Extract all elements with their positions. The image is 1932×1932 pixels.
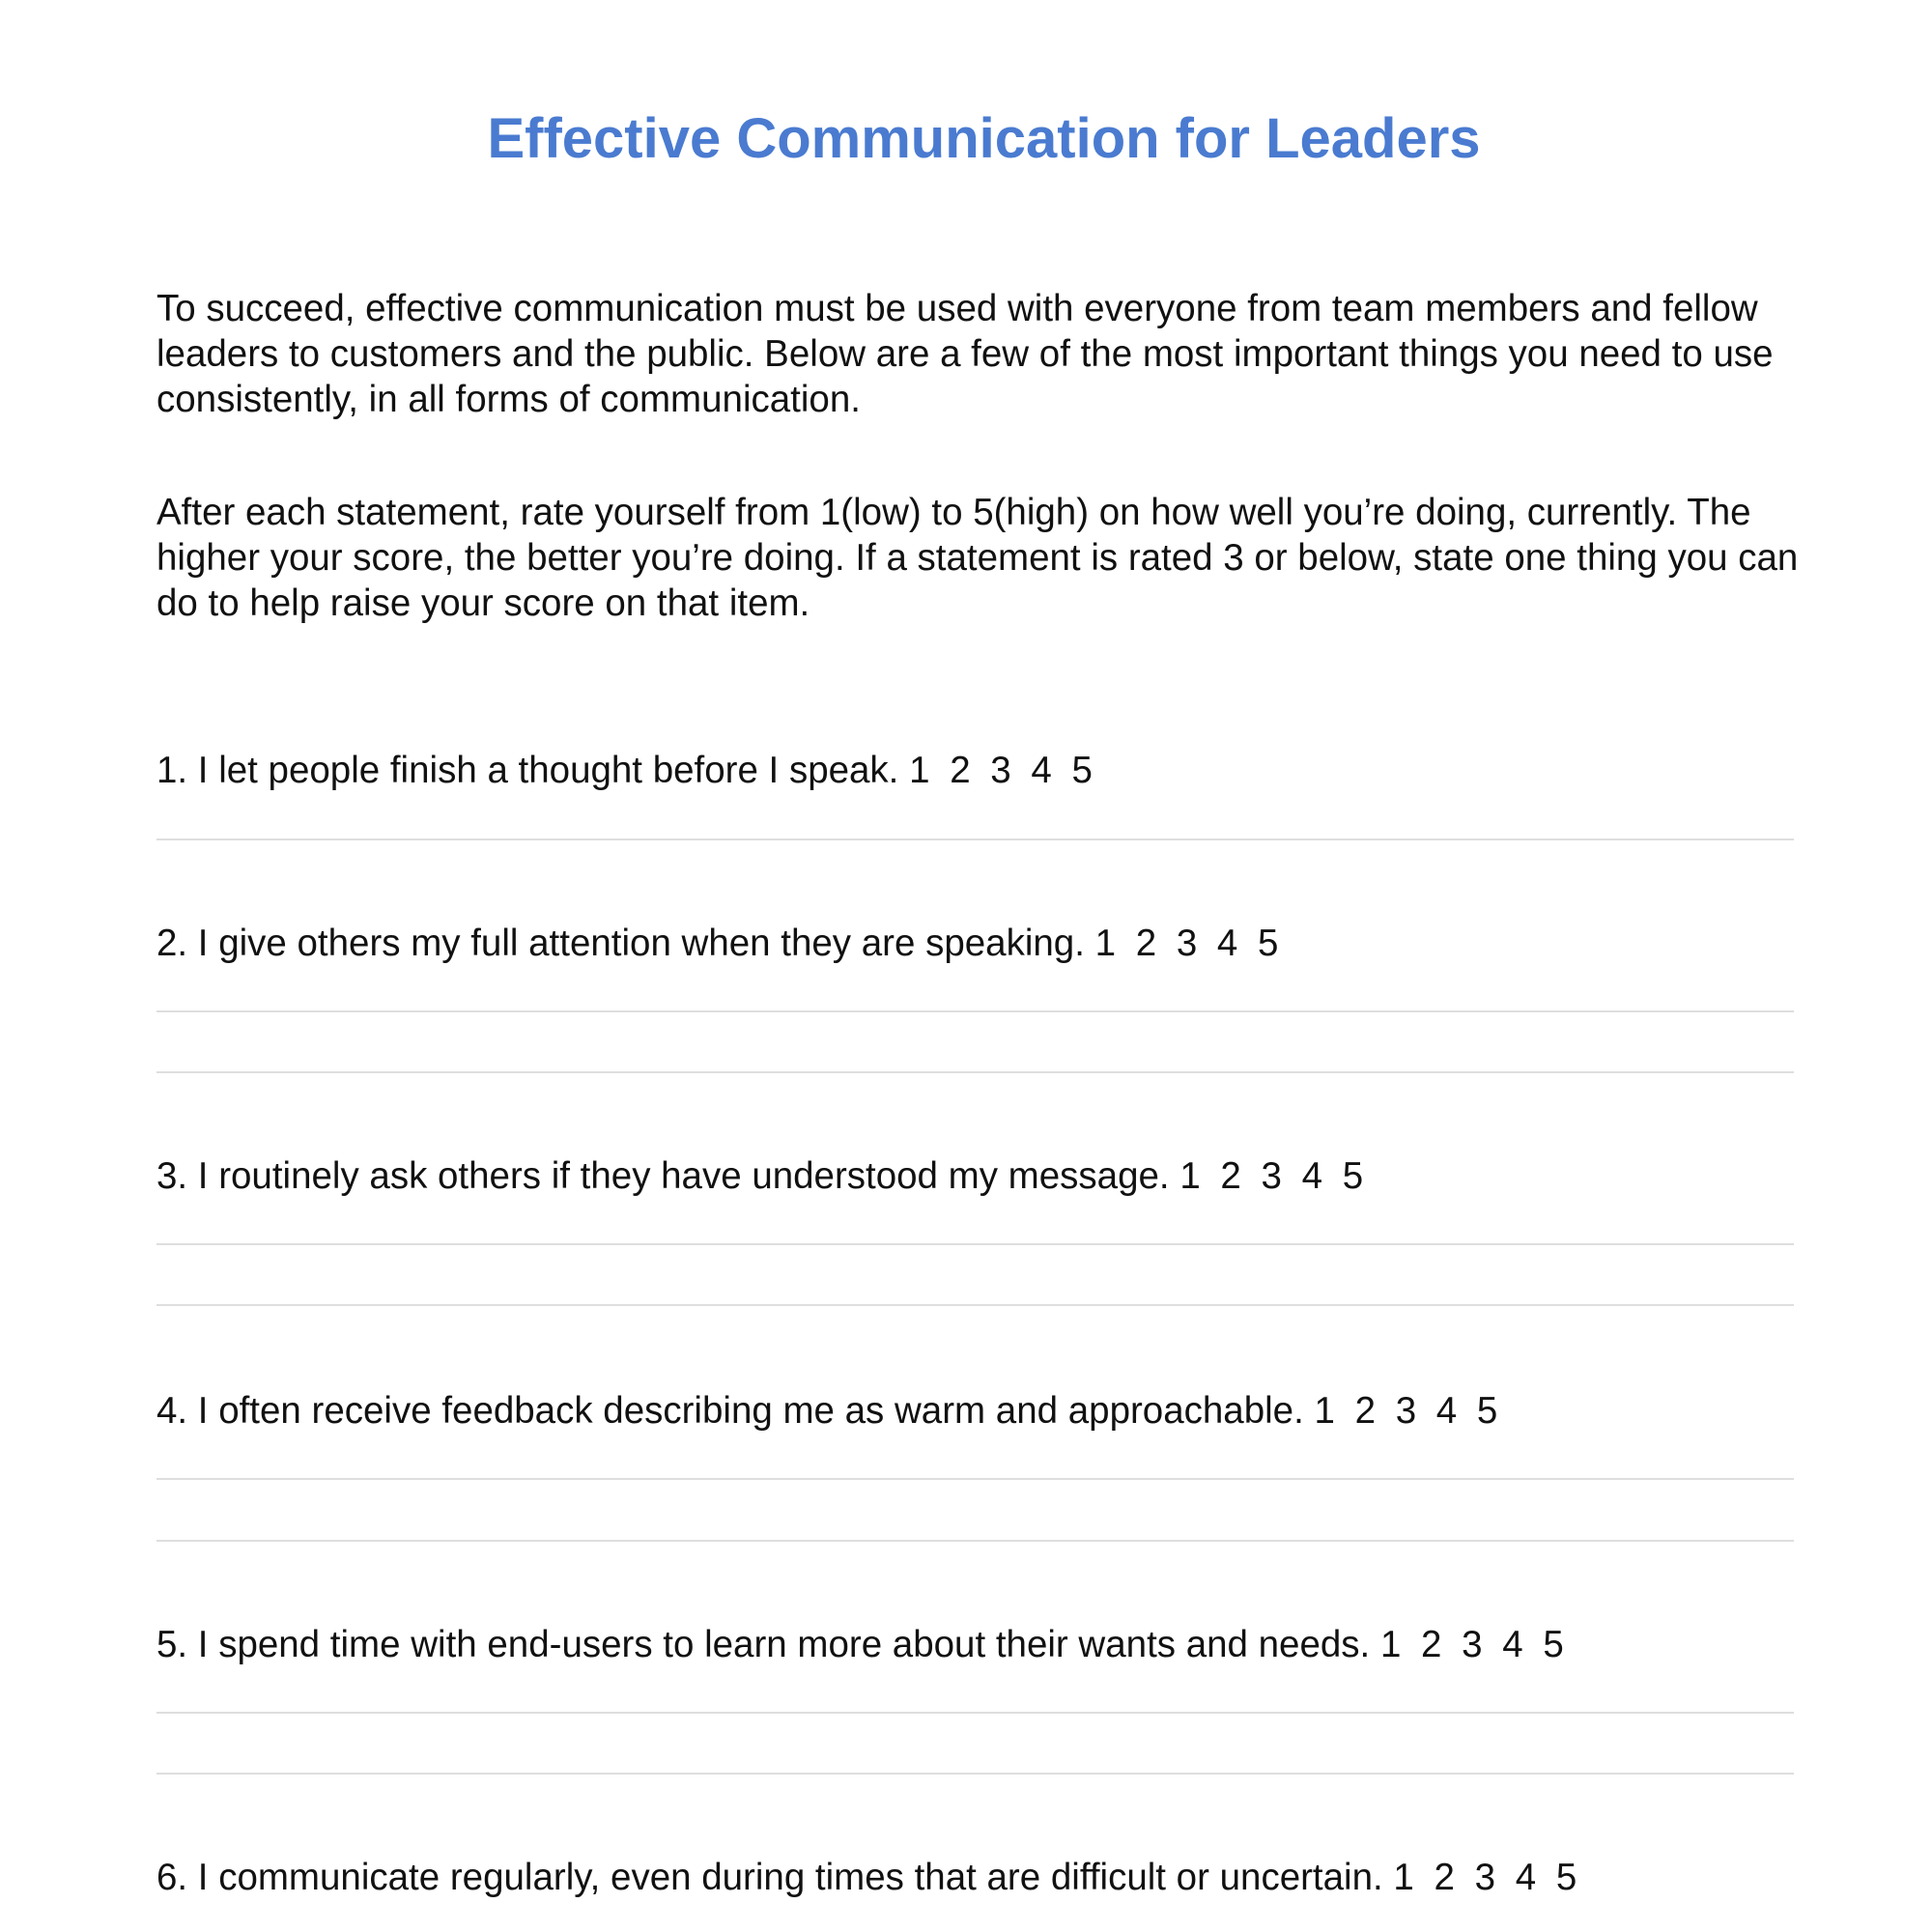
page-title: Effective Communication for Leaders (487, 107, 1481, 170)
statement-2-answer-line-1[interactable] (156, 1010, 1794, 1012)
statement-6-rating-scale: 1 2 3 4 5 (1393, 1857, 1577, 1898)
statement-4-text: 4. I often receive feedback describing me as warm and approachable. (156, 1390, 1304, 1432)
statement-3-text: 3. I routinely ask others if they have understood my message. (156, 1155, 1170, 1197)
intro-paragraph: To succeed, effective communication must be used with everyone from team members and fellow leaders to customers and the public. Below are a few of the most important things you need to use consistently, in all forms of communication. (156, 288, 1774, 420)
statement-6-text: 6. I communicate regularly, even during times that are difficult or uncertain. (156, 1857, 1383, 1898)
statement-5-rating-scale: 1 2 3 4 5 (1379, 1624, 1564, 1665)
statement-2 (156, 922, 1278, 966)
statement-2-rating-scale: 1 2 3 4 5 (1094, 923, 1279, 964)
statement-1-rating-scale: 1 2 3 4 5 (909, 750, 1093, 791)
instructions-paragraph: After each statement, rate yourself from 1(low) to 5(high) on how well you’re doing, currently. The higher your score, the better you’re doing. If a statement is rated 3 or below, state one thing you can do to help raise your score on that item. (156, 492, 1799, 624)
statement-5 (156, 1623, 1564, 1667)
statement-5-text: 5. I spend time with end-users to learn more about their wants and needs. (156, 1624, 1371, 1665)
statement-3-answer-line-1[interactable] (156, 1243, 1794, 1245)
statement-1-text: 1. I let people finish a thought before I speak. (156, 750, 899, 791)
statement-5-answer-line-2[interactable] (156, 1773, 1794, 1775)
statement-4-rating-scale: 1 2 3 4 5 (1314, 1390, 1498, 1432)
statement-1-answer-line-1[interactable] (156, 838, 1794, 840)
statement-4-answer-line-1[interactable] (156, 1478, 1794, 1480)
statement-2-answer-line-2[interactable] (156, 1071, 1794, 1073)
statement-3 (156, 1154, 1363, 1199)
statement-4-answer-line-2[interactable] (156, 1540, 1794, 1542)
statement-5-answer-line-1[interactable] (156, 1712, 1794, 1714)
statement-6 (156, 1856, 1577, 1900)
statement-3-rating-scale: 1 2 3 4 5 (1179, 1155, 1364, 1197)
statement-1 (156, 749, 1093, 793)
statement-3-answer-line-2[interactable] (156, 1304, 1794, 1306)
statement-4 (156, 1389, 1497, 1434)
statement-2-text: 2. I give others my full attention when they are speaking. (156, 923, 1085, 964)
